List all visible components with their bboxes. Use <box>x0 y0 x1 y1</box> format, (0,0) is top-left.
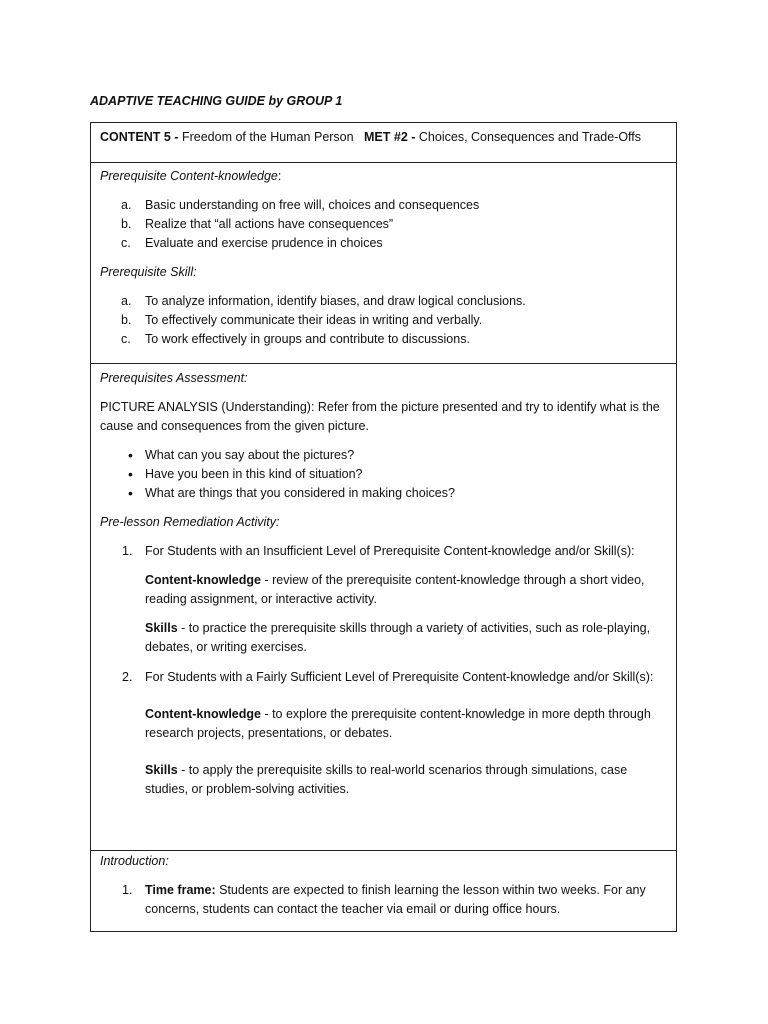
met-label: MET #2 - <box>364 130 416 144</box>
met-title: Choices, Consequences and Trade-Offs <box>418 130 642 144</box>
introduction-item: 1. Time frame: Students are expected to finish learning the lesson within two weeks. For any concerns, students can contact the teacher via email or during office hours. <box>122 883 646 916</box>
introduction-row <box>91 851 676 931</box>
list-item: a. To analyze information, identify biases, and draw logical conclusions. <box>121 294 526 308</box>
picture-analysis-text: PICTURE ANALYSIS (Understanding): Refer from the picture presented and try to identify what is the cause and consequences from the given picture. <box>100 400 660 433</box>
prereq-skill-list <box>100 292 667 349</box>
list-item: • Have you been in this kind of situation? <box>100 465 667 484</box>
bullet-icon: • <box>128 466 133 482</box>
list-item: b. To effectively communicate their ideas in writing and verbally. <box>121 313 483 327</box>
time-frame-label: Time frame: <box>145 883 216 897</box>
prereq-skill-heading: Prerequisite Skill: <box>100 265 197 279</box>
prereq-content-heading: Prerequisite Content-knowledge: <box>100 169 282 183</box>
introduction-heading: Introduction: <box>100 854 169 868</box>
level-2-skills: Skills - to apply the prerequisite skills to real-world scenarios through simulations, case studies, or problem-solving activities. <box>145 763 628 796</box>
remediation-level-2: 2. For Students with a Fairly Sufficient Level of Prerequisite Content-knowledge and/or Skill(s): <box>122 670 654 684</box>
question-list <box>100 446 667 503</box>
list-item: • What can you say about the pictures? <box>100 446 667 465</box>
list-item: c. To work effectively in groups and contribute to discussions. <box>121 332 470 346</box>
remediation-level-1: 1. For Students with an Insufficient Level of Prerequisite Content-knowledge and/or Skill(s): <box>122 544 635 558</box>
list-item: • What are things that you considered in making choices? <box>100 484 667 503</box>
content-header-row <box>91 123 676 163</box>
bullet-icon: • <box>128 447 133 463</box>
bullet-icon: • <box>128 485 133 501</box>
remediation-heading: Pre-lesson Remediation Activity: <box>100 515 280 529</box>
list-item: c. Evaluate and exercise prudence in choices <box>121 236 383 250</box>
document-title: ADAPTIVE TEACHING GUIDE by GROUP 1 <box>90 94 343 108</box>
content-title: Freedom of the Human Person <box>181 130 354 144</box>
level-2-content-knowledge: Content-knowledge - to explore the prerequisite content-knowledge in more depth through research projects, presentations, or debates. <box>145 707 651 740</box>
time-frame-text: Students are expected to finish learning the lesson within two weeks. For any concerns, students can contact the teacher via email or during office hours. <box>145 883 646 916</box>
prerequisites-row <box>91 163 676 364</box>
assessment-heading: Prerequisites Assessment: <box>100 371 248 385</box>
level-1-skills: Skills - to practice the prerequisite skills through a variety of activities, such as role-playing, debates, or writing exercises. <box>145 621 651 654</box>
list-item: b. Realize that “all actions have consequences” <box>121 217 394 231</box>
content-label: CONTENT 5 - <box>100 130 179 144</box>
level-1-content-knowledge: Content-knowledge - review of the prerequisite content-knowledge through a short video, reading assignment, or interactive activity. <box>145 573 645 606</box>
assessment-row <box>91 364 676 851</box>
prereq-content-list <box>100 196 667 253</box>
teaching-guide-table <box>90 122 677 932</box>
list-item: a. Basic understanding on free will, choices and consequences <box>121 198 480 212</box>
